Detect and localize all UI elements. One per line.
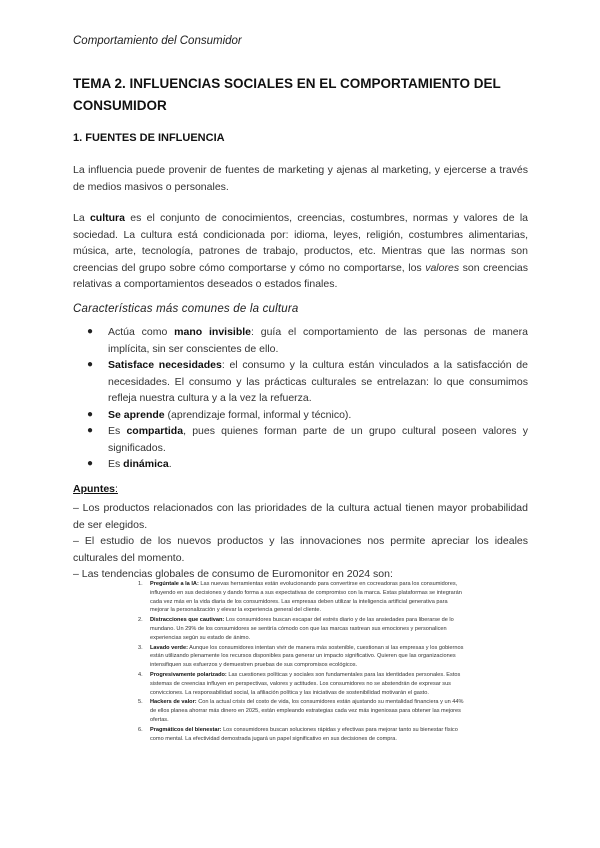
trend-title: Lavado verde:	[150, 644, 188, 651]
trend-text: Las cuestiones políticas y sociales son fundamentales para las identidades personales. Estos sistemas de creencias influyen en perspectivas, valores y actitudes. Los consumidores no se abstendrán de expresar sus convicciones. La responsabilidad social, la afiliación política y las iniciativas de sostenibilidad motivarán el gasto.	[150, 671, 461, 696]
bullet-icon: ●	[87, 458, 94, 469]
bold-term: Satisface necesidades	[108, 359, 222, 371]
bold-term: compartida	[126, 425, 184, 437]
trend-title: Pragmáticos del bienestar:	[150, 726, 222, 733]
list-item	[85, 423, 528, 456]
text-run: : guía el comportamiento de las personas de manera implícita, sin ser conscientes de ello.	[108, 326, 528, 355]
list-item	[85, 357, 528, 407]
trend-item	[138, 580, 468, 615]
page-title: TEMA 2. INFLUENCIAS SOCIALES EN EL COMPORTAMIENTO DEL CONSUMIDOR	[73, 76, 501, 113]
trend-number: 4.	[138, 671, 143, 678]
trend-number: 1.	[138, 581, 143, 587]
notes-label-text: Apuntes	[73, 483, 115, 495]
note-line: – El estudio de los nuevos productos y las innovaciones nos permite apreciar los ideales culturales del momento.	[73, 535, 528, 564]
notes-list	[73, 500, 528, 583]
bold-term: mano invisible	[174, 326, 252, 338]
trend-item	[138, 671, 468, 697]
text-run: son creencias relativas a comportamientos deseados o estados finales.	[73, 261, 529, 290]
notes-label-colon: :	[115, 483, 118, 495]
text-run: , pues quienes forman parte de un grupo cultural poseen valores y significados.	[108, 425, 529, 454]
bullet-icon: ●	[87, 425, 94, 436]
text-run: Es	[108, 425, 127, 437]
trend-item	[138, 698, 468, 724]
trend-text: Aunque los consumidores intentan vivir de manera más sostenible, cuestionan si las empresas y los gobiernos están utilizando plenamente los recursos disponibles para generar un impacto significativo. Quieren que las organizaciones intensifiquen sus esfuerzos y demuestren pruebas de sus compromisos ecológicos.	[150, 644, 464, 669]
note-line: – Los productos relacionados con las prioridades de la cultura actual tienen mayor probabilidad de ser elegidos.	[73, 502, 528, 531]
note-line: – Las tendencias globales de consumo de Euromonitor en 2024 son:	[73, 568, 393, 580]
trend-text: Los consumidores buscan soluciones rápidas y efectivas para mejorar tanto su bienestar físico como mental. La efectividad demostrada jugará un papel significativo en sus decisiones de compra.	[150, 726, 458, 742]
list-item	[85, 324, 528, 357]
text-run: La	[73, 212, 90, 224]
bold-term: Se aprende	[108, 408, 165, 421]
subsection-heading: Características más comunes de la cultura	[73, 303, 299, 315]
italic-term-values: valores	[425, 261, 460, 274]
text-run: : el consumo y la cultura están vinculados a la satisfacción de necesidades. El consumo y las prácticas culturales se entrelazan: lo que consumimos refleja nuestra cultura y a la vez la refuerza.	[108, 359, 528, 404]
trends-list	[138, 580, 468, 743]
culture-characteristics-list	[85, 324, 528, 473]
list-item	[85, 407, 528, 424]
trend-item	[138, 616, 468, 642]
trend-text: Los consumidores buscan escapar del estrés diario y de las ansiedades para liberarse de lo mundano. Un 29% de los consumidores se sentiría cómodo con que las marcas rastrean sus emociones y personalicen experiencias según su estado de ánimo.	[150, 617, 454, 641]
text-run: (aprendizaje formal, informal y técnico).	[164, 408, 352, 421]
trend-title: Pregúntale a la IA:	[150, 581, 199, 587]
trend-title: Progresivamente polarizado:	[150, 671, 227, 678]
list-item	[85, 456, 528, 473]
text-run: Es	[108, 458, 124, 470]
running-header: Comportamiento del Consumidor	[73, 35, 242, 47]
trend-number: 5.	[138, 699, 143, 706]
trend-title: Hackers de valor:	[150, 699, 197, 706]
trend-number: 2.	[138, 617, 143, 624]
notes-heading	[73, 483, 118, 495]
bullet-icon: ●	[87, 359, 94, 370]
trend-number: 6.	[138, 726, 143, 733]
text-run: .	[168, 458, 172, 470]
trend-item	[138, 644, 468, 670]
text-run: Actúa como	[108, 326, 175, 338]
bold-term: dinámica	[123, 458, 169, 470]
trends-figure	[138, 580, 468, 820]
bold-term-culture: cultura	[89, 212, 125, 224]
bullet-icon: ●	[87, 408, 94, 420]
bullet-icon: ●	[87, 326, 94, 337]
trend-text: Con la actual crisis del costo de vida, los consumidores están ajustando su mentalidad financiera y un 44% de ellos planea ahorrar más dinero en 2025, están empleando estrategias cada vez más ingeniosas para obtener las mejores ofertas.	[150, 699, 464, 723]
paragraph-influence: La influencia puede provenir de fuentes de marketing y ajenas al marketing, y ejercerse a través de medios masivos o personales.	[73, 164, 528, 193]
trend-item	[138, 726, 468, 744]
trend-text: Las nuevas herramientas están evolucionando para convertirse en cocreadoras para los consumidores, influyendo en sus decisiones y dando forma a sus expectativas de compromiso con la marca. Estas plataformas se integrarán cada vez más en la vida diaria de los consumidores. Las empresas deben utilizar la inteligencia artificial generativa para mejorar la personalización y elevar la experiencia general del cliente.	[150, 581, 462, 614]
section-heading: 1. FUENTES DE INFLUENCIA	[73, 132, 225, 144]
paragraph-culture	[73, 210, 528, 293]
trend-number: 3.	[138, 644, 143, 651]
trend-title: Distracciones que cautivan:	[150, 617, 225, 624]
text-run: es el conjunto de conocimientos, creencias, costumbres, normas y valores de la sociedad. La cultura está condicionada por: idioma, leyes, religión, costumbres alimentarias, música, arte, tecnología, patrones de trabajo, productos, etc. Mientras que las normas son creencias del grupo sobre cómo comportarse y cómo no comportarse, los	[73, 212, 528, 274]
